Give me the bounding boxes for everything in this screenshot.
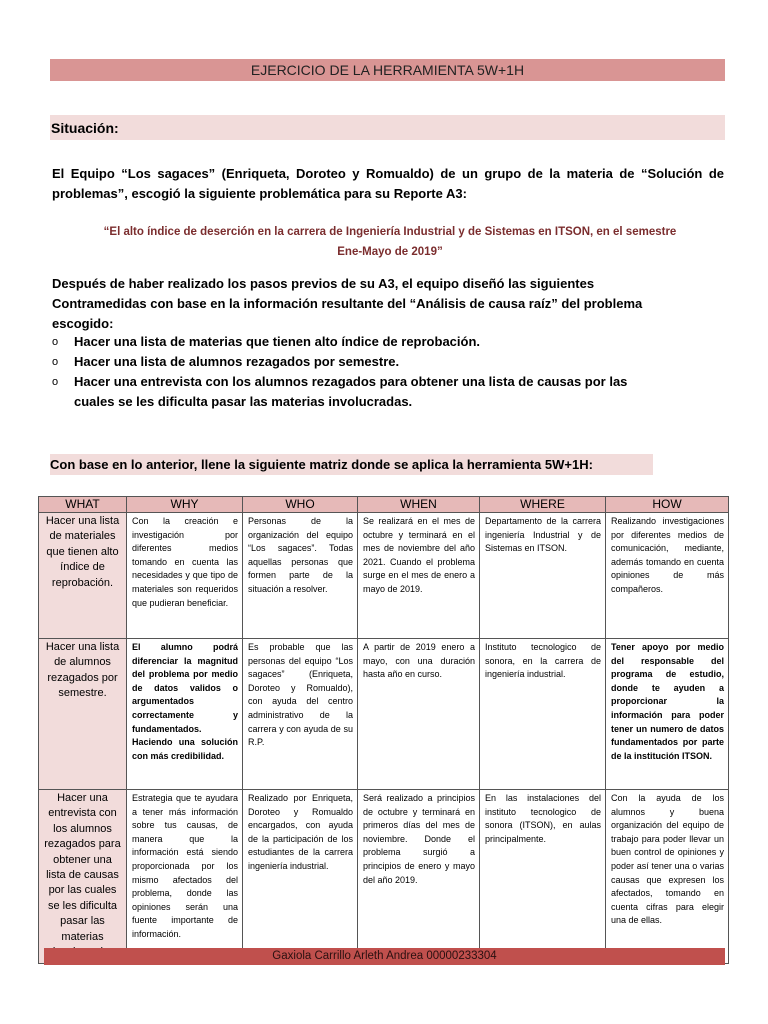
list-item [52, 372, 652, 412]
problem-statement-line1: “El alto índice de deserción en la carrera de Ingeniería Industrial y de Sistemas en ITSON, en el semestre [103, 226, 677, 238]
header-where: WHERE [480, 497, 606, 513]
cell-who: Es probable que las personas del equipo “Los sagaces” (Enriqueta, Doroteo y Romualdo), con ayuda del centro administrativo de la carrera y con ayuda de su R.P. [243, 639, 358, 790]
cell-where: Instituto tecnologico de sonora, en la carrera de ingeniería industrial. [480, 639, 606, 790]
header-how: HOW [606, 497, 729, 513]
matrix-instruction [50, 454, 653, 475]
situation-heading-text: Situación: [51, 120, 119, 136]
situation-heading [50, 115, 725, 140]
situation-intro: El Equipo “Los sagaces” (Enriqueta, Doroteo y Romualdo) de un grupo de la materia de “Solución de problemas”, escogió la siguiente problemática para su Reporte A3: [52, 166, 724, 201]
countermeasure-text: Hacer una lista de alumnos rezagados por semestre. [74, 354, 400, 369]
cell-why: Estrategia que te ayudara a tener más información sobre tus causas, de manera que la información está siendo proporcionada por los mismo afectados del problema, donde las opiniones serán una fuente importante de información. [127, 790, 243, 964]
cell-how: Realizando investigaciones por diferentes medios de comunicación, mediante, además tomando en cuenta opiniones de más compañeros. [606, 513, 729, 639]
cell-who: Realizado por Enriqueta, Doroteo y Romualdo encargados, con ayuda de la participación de los estudiantes de la carrera ingeniería industrial. [243, 790, 358, 964]
problem-statement [100, 222, 680, 262]
cell-when: A partir de 2019 enero a mayo, con una duración hasta año en curso. [358, 639, 480, 790]
countermeasure-text: Hacer una lista de materias que tienen alto índice de reprobación. [74, 334, 481, 349]
cell-what: Hacer una lista de materiales que tienen alto índice de reprobación. [39, 513, 127, 639]
cell-where: En las instalaciones del instituto tecnologico de sonora (ITSON), en aulas principalmente. [480, 790, 606, 964]
cell-who: Personas de la organización del equipo “Los sagaces”. Todas aquellas personas que formen parte de la situación a resolver. [243, 513, 358, 639]
5w1h-matrix [38, 496, 729, 964]
bullet-circle-icon: o [52, 336, 59, 348]
header-when: WHEN [358, 497, 480, 513]
cell-why: Con la creación e investigación por diferentes medios tomando en cuenta las necesidades y que tipo de materiales son requeridos que pudieran beneficiar. [127, 513, 243, 639]
table-row [39, 790, 729, 964]
context-paragraph: Después de haber realizado los pasos previos de su A3, el equipo diseñó las siguientes Contramedidas con base en la información resultante del “Análisis de causa raíz” del problema escogido: [52, 276, 643, 331]
cell-how: Con la ayuda de los alumnos y buena organización del equipo de trabajo para poder llevar un buen control de opiniones y poder así tener una o varias causas que expresen los afectados, tomando en cuenta cifras para elegir una de ellas. [606, 790, 729, 964]
cell-why: El alumno podrá diferenciar la magnitud del problema por medio de datos validos o argumentados correctamente y fundamentados. Haciendo una solución con más credibilidad. [127, 639, 243, 790]
countermeasure-text: Hacer una entrevista con los alumnos rezagados para obtener una lista de causas por las cuales se les dificulta pasar las materias involucradas. [74, 374, 628, 409]
cell-how: Tener apoyo por medio del responsable del programa de estudio, donde te ayuden a proporcionar la información para poder tener un numero de datos fundamentados por parte de la institución ITSON. [606, 639, 729, 790]
bullet-circle-icon: o [52, 376, 59, 388]
list-item [52, 332, 652, 352]
author-footer: Gaxiola Carrillo Arleth Andrea 00000233304 [44, 948, 725, 965]
countermeasures-list [52, 332, 652, 412]
header-what: WHAT [39, 497, 127, 513]
matrix-header-row [39, 497, 729, 513]
document-title: EJERCICIO DE LA HERRAMIENTA 5W+1H [50, 59, 725, 81]
header-why: WHY [127, 497, 243, 513]
table-row [39, 639, 729, 790]
list-item [52, 352, 652, 372]
table-row [39, 513, 729, 639]
cell-what: Hacer una lista de alumnos rezagados por semestre. [39, 639, 127, 790]
cell-what: Hacer una entrevista con los alumnos rezagados para obtener una lista de causas por las cuales se les dificulta pasar las materias [39, 790, 127, 964]
problem-statement-line2: Ene-Mayo de 2019” [337, 246, 443, 258]
bullet-circle-icon: o [52, 356, 59, 368]
cell-when: Se realizará en el mes de octubre y terminará en el mes de noviembre del año 2021. Cuando el problema surge en el mes de enero a mayo de 2019. [358, 513, 480, 639]
header-who: WHO [243, 497, 358, 513]
matrix-instruction-text: Con base en lo anterior, llene la siguiente matriz donde se aplica la herramienta 5W+1H: [50, 457, 593, 472]
cell-where: Departamento de la carrera ingeniería Industrial y de Sistemas en ITSON. [480, 513, 606, 639]
cell-when: Será realizado a principios de octubre y terminará en primeros días del mes de noviembre. Donde el problema surgió a principios de enero y mayo del año 2019. [358, 790, 480, 964]
